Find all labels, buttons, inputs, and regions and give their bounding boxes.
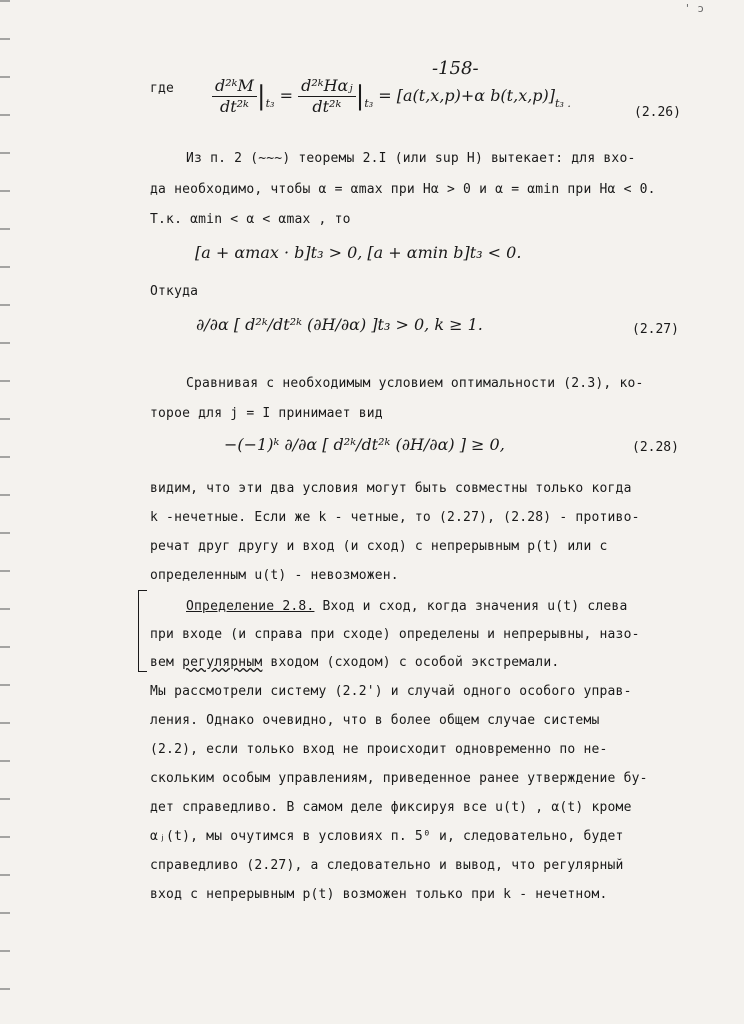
text-line: скольким особым управлениям, приведенное ранее утверждение бу- [150, 771, 648, 786]
text-line: торое для j = I принимает вид [150, 406, 383, 421]
text-line: определенным u(t) - невозможен. [150, 568, 399, 583]
text-line: (2.2), если только вход не происходит одновременно по не- [150, 742, 608, 757]
binding-edge [0, 0, 10, 1024]
text-line: речат друг другу и вход (и сход) с непрерывным p(t) или с [150, 539, 608, 554]
otkuda-label: Откуда [150, 284, 199, 299]
text-line: дет справедливо. В самом деле фиксируя все u(t) , α(t) кроме [150, 800, 632, 815]
equation-2-27: ∂/∂α [ d²ᵏ/dt²ᵏ (∂H/∂α) ]t₃ > 0, k ≥ 1. [196, 315, 483, 334]
equation-2-28: −(−1)ᵏ ∂/∂α [ d²ᵏ/dt²ᵏ (∂H/∂α) ] ≥ 0, [224, 435, 505, 454]
text-line: справедливо (2.27), а следовательно и вывод, что регулярный [150, 858, 624, 873]
text-line: да необходимо, чтобы α = αmax при Hα > 0 и α = αmin при Hα < 0. [150, 182, 656, 197]
text-line: k -нечетные. Если же k - четные, то (2.27), (2.28) - противо- [150, 510, 640, 525]
where-label: где [150, 81, 175, 96]
text-line: видим, что эти два условия могут быть совместны только когда [150, 481, 632, 496]
text-line: ления. Однако очевидно, что в более общем случае системы [150, 713, 600, 728]
definition-line: Определение 2.8. Вход и сход, когда значения u(t) слева [186, 599, 628, 614]
inequality-line: [a + αmax · b]t₃ > 0, [a + αmin b]t₃ < 0. [195, 243, 522, 262]
text-line: Из п. 2 (~~~) теоремы 2.I (или sup H) вытекает: для вхо- [186, 151, 636, 166]
equation-number-2-26: (2.26) [634, 105, 681, 120]
definition-line: вем регулярным входом (сходом) с особой экстремали. [150, 655, 560, 670]
text-line: Сравнивая с необходимым условием оптимальности (2.3), ко- [186, 376, 644, 391]
equation-2-26: $\frac{\text{d²ᵏM}}{\text{dt²ᵏ}}$ $|_{t_3}$ = $\frac{\text{d²ᵏHαⱼ}}{\text{dt²ᵏ}}$ $|_{t_3} = [a(t,x,p)+\alpha$ $b(t,x,p)]_{t_3 .}$ [212, 76, 571, 117]
page-number: -158- [432, 58, 479, 79]
frac-lhs: $\frac{\text{d²ᵏM}}{\text{dt²ᵏ}}$ [212, 76, 257, 117]
definition-bracket [138, 590, 147, 672]
text-line: Т.к. αmin < α < αmax , то [150, 212, 351, 227]
definition-line: при входе (и справа при сходе) определены и непрерывны, назо- [150, 627, 640, 642]
equation-number-2-27: (2.27) [632, 322, 679, 337]
equation-number-2-28: (2.28) [632, 440, 679, 455]
regular-term: регулярным [182, 655, 263, 670]
corner-mark: ' ɔ [684, 2, 704, 15]
definition-title: Определение 2.8. [186, 599, 315, 614]
text-line: Мы рассмотрели систему (2.2') и случай одного особого управ- [150, 684, 632, 699]
text-line: вход с непрерывным p(t) возможен только при k - нечетном. [150, 887, 608, 902]
text-line: αⱼ(t), мы очутимся в условиях п. 5⁰ и, следовательно, будет [150, 829, 624, 844]
frac-mid: $\frac{\text{d²ᵏHαⱼ}}{\text{dt²ᵏ}}$ [298, 76, 355, 117]
